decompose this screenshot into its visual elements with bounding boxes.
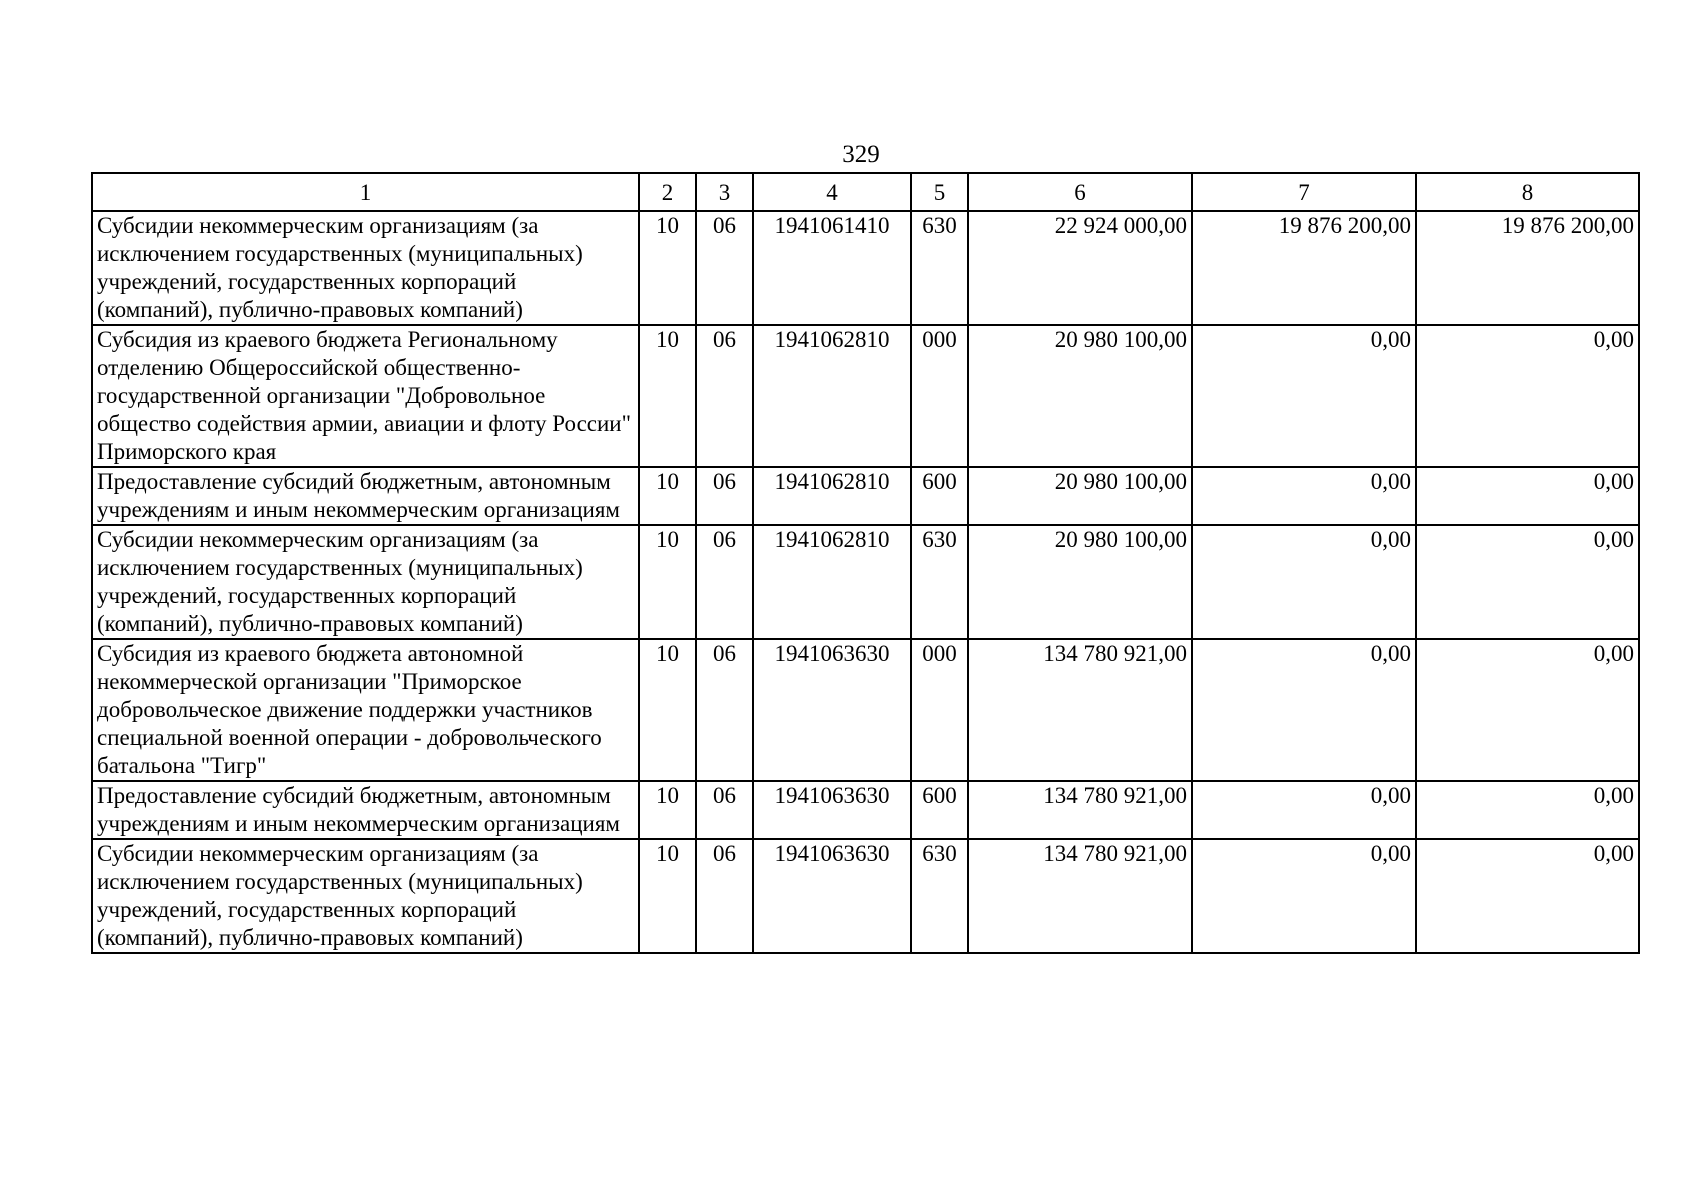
podrazdel-code: 06: [696, 211, 753, 325]
expense-type-code: 600: [911, 781, 968, 839]
table-row: [92, 639, 1639, 781]
amount-col-6: 134 780 921,00: [968, 639, 1192, 781]
expense-type-code: 000: [911, 325, 968, 467]
expense-name: Субсидии некоммерческим организациям (за исключением государственных (муниципальных) учреждений, государственных корпораций (компаний), публично-правовых компаний): [92, 211, 639, 325]
table-row: [92, 781, 1639, 839]
amount-col-8: 0,00: [1416, 839, 1639, 953]
amount-col-6: 134 780 921,00: [968, 781, 1192, 839]
expense-type-code: 630: [911, 839, 968, 953]
table-row: [92, 525, 1639, 639]
budget-table: [91, 172, 1640, 954]
table-row: [92, 467, 1639, 525]
podrazdel-code: 06: [696, 839, 753, 953]
podrazdel-code: 06: [696, 781, 753, 839]
podrazdel-code: 06: [696, 325, 753, 467]
target-article-code: 1941062810: [753, 525, 911, 639]
razdel-code: 10: [639, 639, 696, 781]
amount-col-8: 0,00: [1416, 325, 1639, 467]
column-header-7: 7: [1192, 173, 1416, 211]
amount-col-7: 19 876 200,00: [1192, 211, 1416, 325]
table-header-row: [92, 173, 1639, 211]
expense-type-code: 000: [911, 639, 968, 781]
target-article-code: 1941063630: [753, 639, 911, 781]
expense-type-code: 600: [911, 467, 968, 525]
column-header-2: 2: [639, 173, 696, 211]
amount-col-6: 20 980 100,00: [968, 467, 1192, 525]
expense-name: Субсидии некоммерческим организациям (за исключением государственных (муниципальных) учреждений, государственных корпораций (компаний), публично-правовых компаний): [92, 839, 639, 953]
page-number: 329: [842, 141, 880, 168]
podrazdel-code: 06: [696, 467, 753, 525]
amount-col-7: 0,00: [1192, 467, 1416, 525]
column-header-4: 4: [753, 173, 911, 211]
razdel-code: 10: [639, 525, 696, 639]
column-header-5: 5: [911, 173, 968, 211]
amount-col-8: 0,00: [1416, 639, 1639, 781]
expense-name: Предоставление субсидий бюджетным, автономным учреждениям и иным некоммерческим организациям: [92, 467, 639, 525]
amount-col-7: 0,00: [1192, 325, 1416, 467]
amount-col-8: 0,00: [1416, 781, 1639, 839]
expense-name: Субсидии некоммерческим организациям (за исключением государственных (муниципальных) учреждений, государственных корпораций (компаний), публично-правовых компаний): [92, 525, 639, 639]
amount-col-7: 0,00: [1192, 839, 1416, 953]
target-article-code: 1941061410: [753, 211, 911, 325]
podrazdel-code: 06: [696, 525, 753, 639]
expense-name: Предоставление субсидий бюджетным, автономным учреждениям и иным некоммерческим организациям: [92, 781, 639, 839]
razdel-code: 10: [639, 839, 696, 953]
expense-name: Субсидия из краевого бюджета Региональному отделению Общероссийской общественно-государственной организации "Добровольное общество содействия армии, авиации и флоту России" Приморского края: [92, 325, 639, 467]
expense-type-code: 630: [911, 525, 968, 639]
amount-col-7: 0,00: [1192, 639, 1416, 781]
table-row: [92, 839, 1639, 953]
amount-col-7: 0,00: [1192, 525, 1416, 639]
amount-col-6: 20 980 100,00: [968, 525, 1192, 639]
amount-col-7: 0,00: [1192, 781, 1416, 839]
table-row: [92, 325, 1639, 467]
razdel-code: 10: [639, 467, 696, 525]
expense-name: Субсидия из краевого бюджета автономной некоммерческой организации "Приморское добровольческое движение поддержки участников специальной военной операции - добровольческого батальона "Тигр": [92, 639, 639, 781]
column-header-3: 3: [696, 173, 753, 211]
column-header-8: 8: [1416, 173, 1639, 211]
amount-col-6: 22 924 000,00: [968, 211, 1192, 325]
razdel-code: 10: [639, 211, 696, 325]
amount-col-6: 20 980 100,00: [968, 325, 1192, 467]
target-article-code: 1941063630: [753, 781, 911, 839]
razdel-code: 10: [639, 781, 696, 839]
amount-col-8: 0,00: [1416, 467, 1639, 525]
column-header-1: 1: [92, 173, 639, 211]
target-article-code: 1941063630: [753, 839, 911, 953]
amount-col-8: 19 876 200,00: [1416, 211, 1639, 325]
podrazdel-code: 06: [696, 639, 753, 781]
expense-type-code: 630: [911, 211, 968, 325]
razdel-code: 10: [639, 325, 696, 467]
target-article-code: 1941062810: [753, 325, 911, 467]
column-header-6: 6: [968, 173, 1192, 211]
amount-col-6: 134 780 921,00: [968, 839, 1192, 953]
table-row: [92, 211, 1639, 325]
target-article-code: 1941062810: [753, 467, 911, 525]
amount-col-8: 0,00: [1416, 525, 1639, 639]
